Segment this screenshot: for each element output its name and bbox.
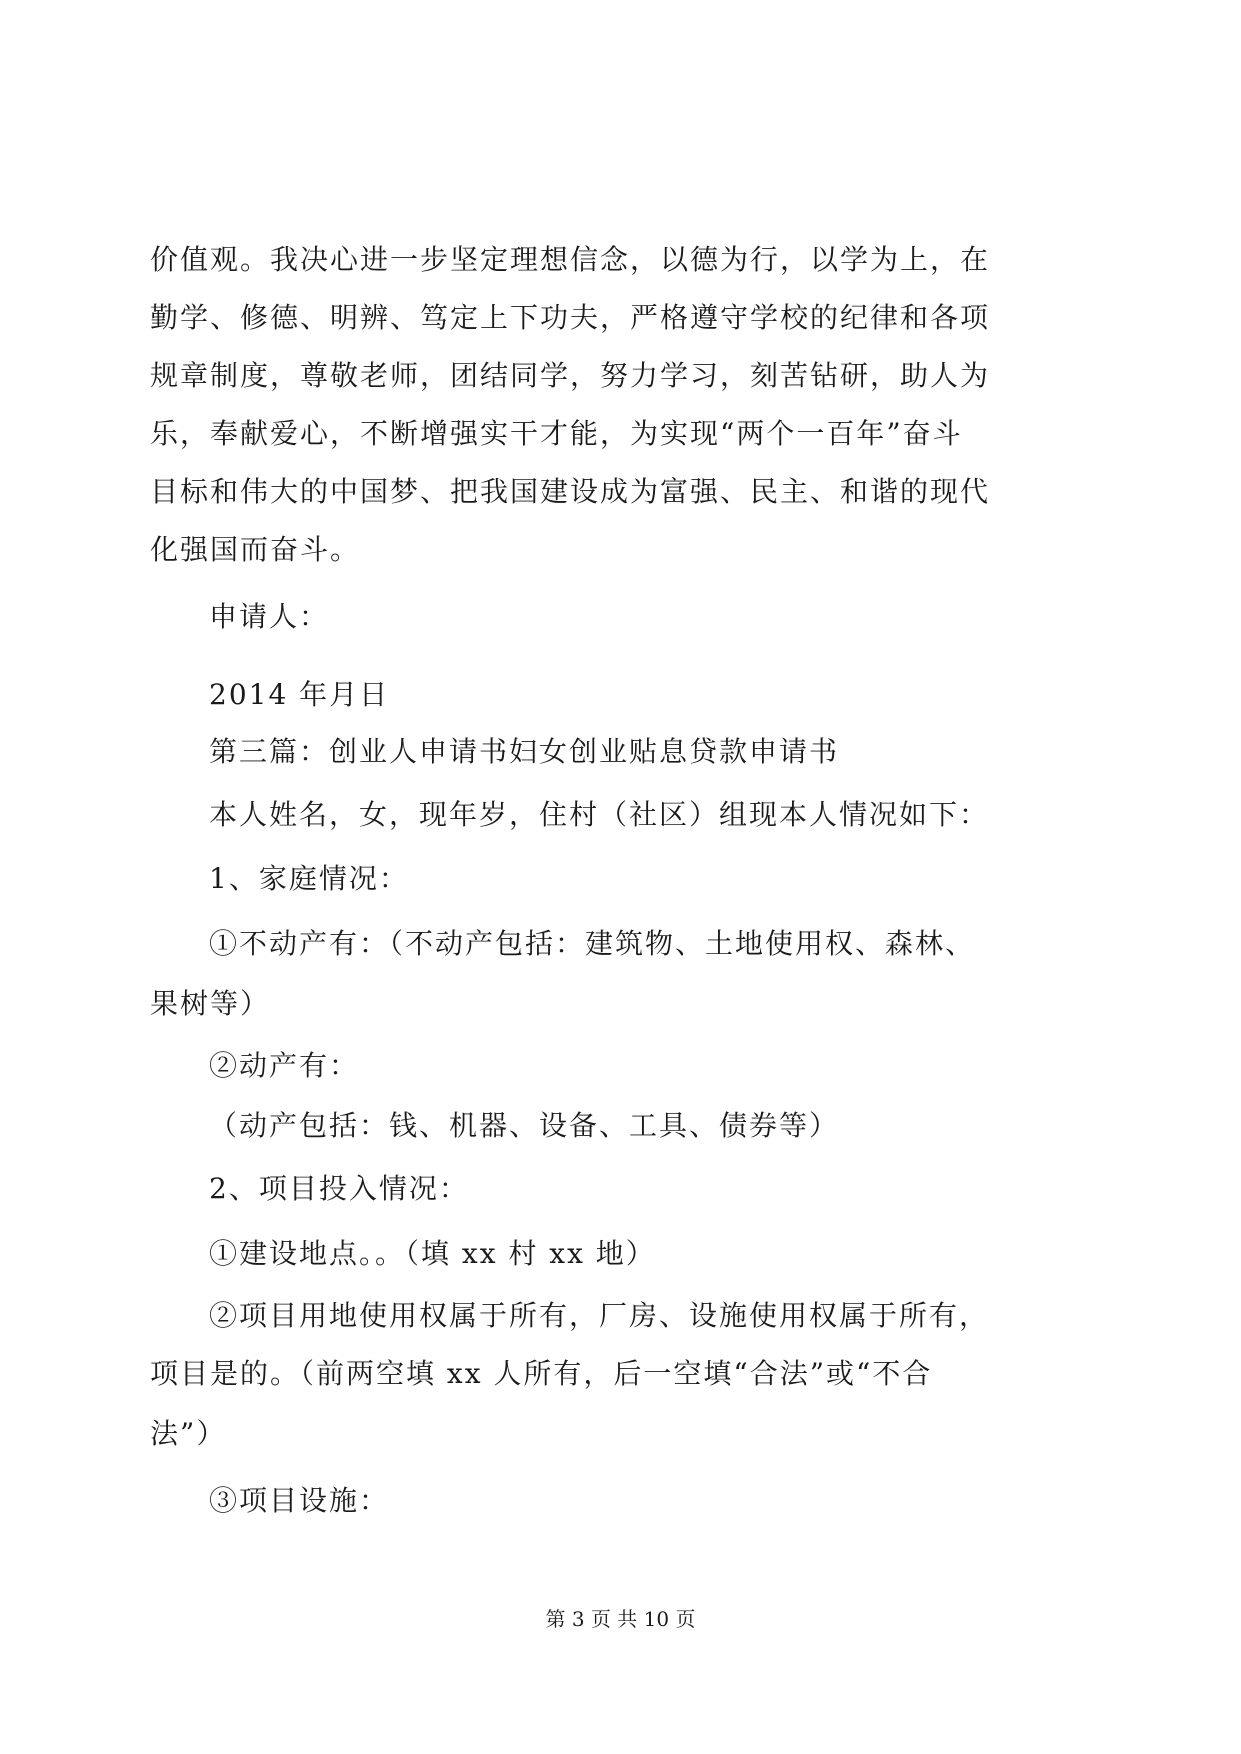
body-line-intro: 本人姓名，女，现年岁，住村（社区）组现本人情况如下： bbox=[209, 798, 990, 831]
body-line-2: 勤学、修德、明辨、笃定上下功夫，严格遵守学校的纪律和各项 bbox=[150, 301, 991, 334]
body-line-6: 化强国而奋斗。 bbox=[150, 533, 361, 566]
item-land-rights-cont: 项目是的。（前两空填 xx 人所有，后一空填“合法”或“不合 bbox=[150, 1357, 933, 1390]
item-movable-note: （动产包括：钱、机器、设备、工具、债券等） bbox=[209, 1109, 840, 1142]
item-real-estate-cont: 果树等） bbox=[150, 987, 271, 1020]
applicant-line: 申请人： bbox=[209, 600, 330, 633]
item-real-estate: ①不动产有：（不动产包括：建筑物、土地使用权、森林、 bbox=[209, 927, 976, 960]
section-heading: 第三篇：创业人申请书妇女创业贴息贷款申请书 bbox=[209, 735, 840, 768]
item-land-rights: ②项目用地使用权属于所有，厂房、设施使用权属于所有， bbox=[209, 1299, 990, 1332]
date-line: 2014 年月日 bbox=[209, 678, 390, 711]
page-footer: 第 3 页 共 10 页 bbox=[545, 1607, 696, 1631]
body-line-4: 乐，奉献爱心，不断增强实干才能，为实现“两个一百年”奋斗 bbox=[150, 417, 963, 450]
item-location: ①建设地点。。（填 xx 村 xx 地） bbox=[209, 1237, 656, 1270]
body-line-3: 规章制度，尊敬老师，团结同学，努力学习，刻苦钻研，助人为 bbox=[150, 359, 991, 392]
item-facilities: ③项目设施： bbox=[209, 1484, 390, 1517]
item-land-rights-end: 法”） bbox=[150, 1417, 227, 1450]
item-family-heading: 1、家庭情况： bbox=[209, 862, 409, 895]
body-line-5: 目标和伟大的中国梦、把我国建设成为富强、民主、和谐的现代 bbox=[150, 475, 991, 508]
item-movable-property: ②动产有： bbox=[209, 1049, 360, 1082]
body-line-1: 价值观。我决心进一步坚定理想信念，以德为行，以学为上，在 bbox=[150, 243, 991, 276]
item-investment-heading: 2、项目投入情况： bbox=[209, 1172, 469, 1205]
